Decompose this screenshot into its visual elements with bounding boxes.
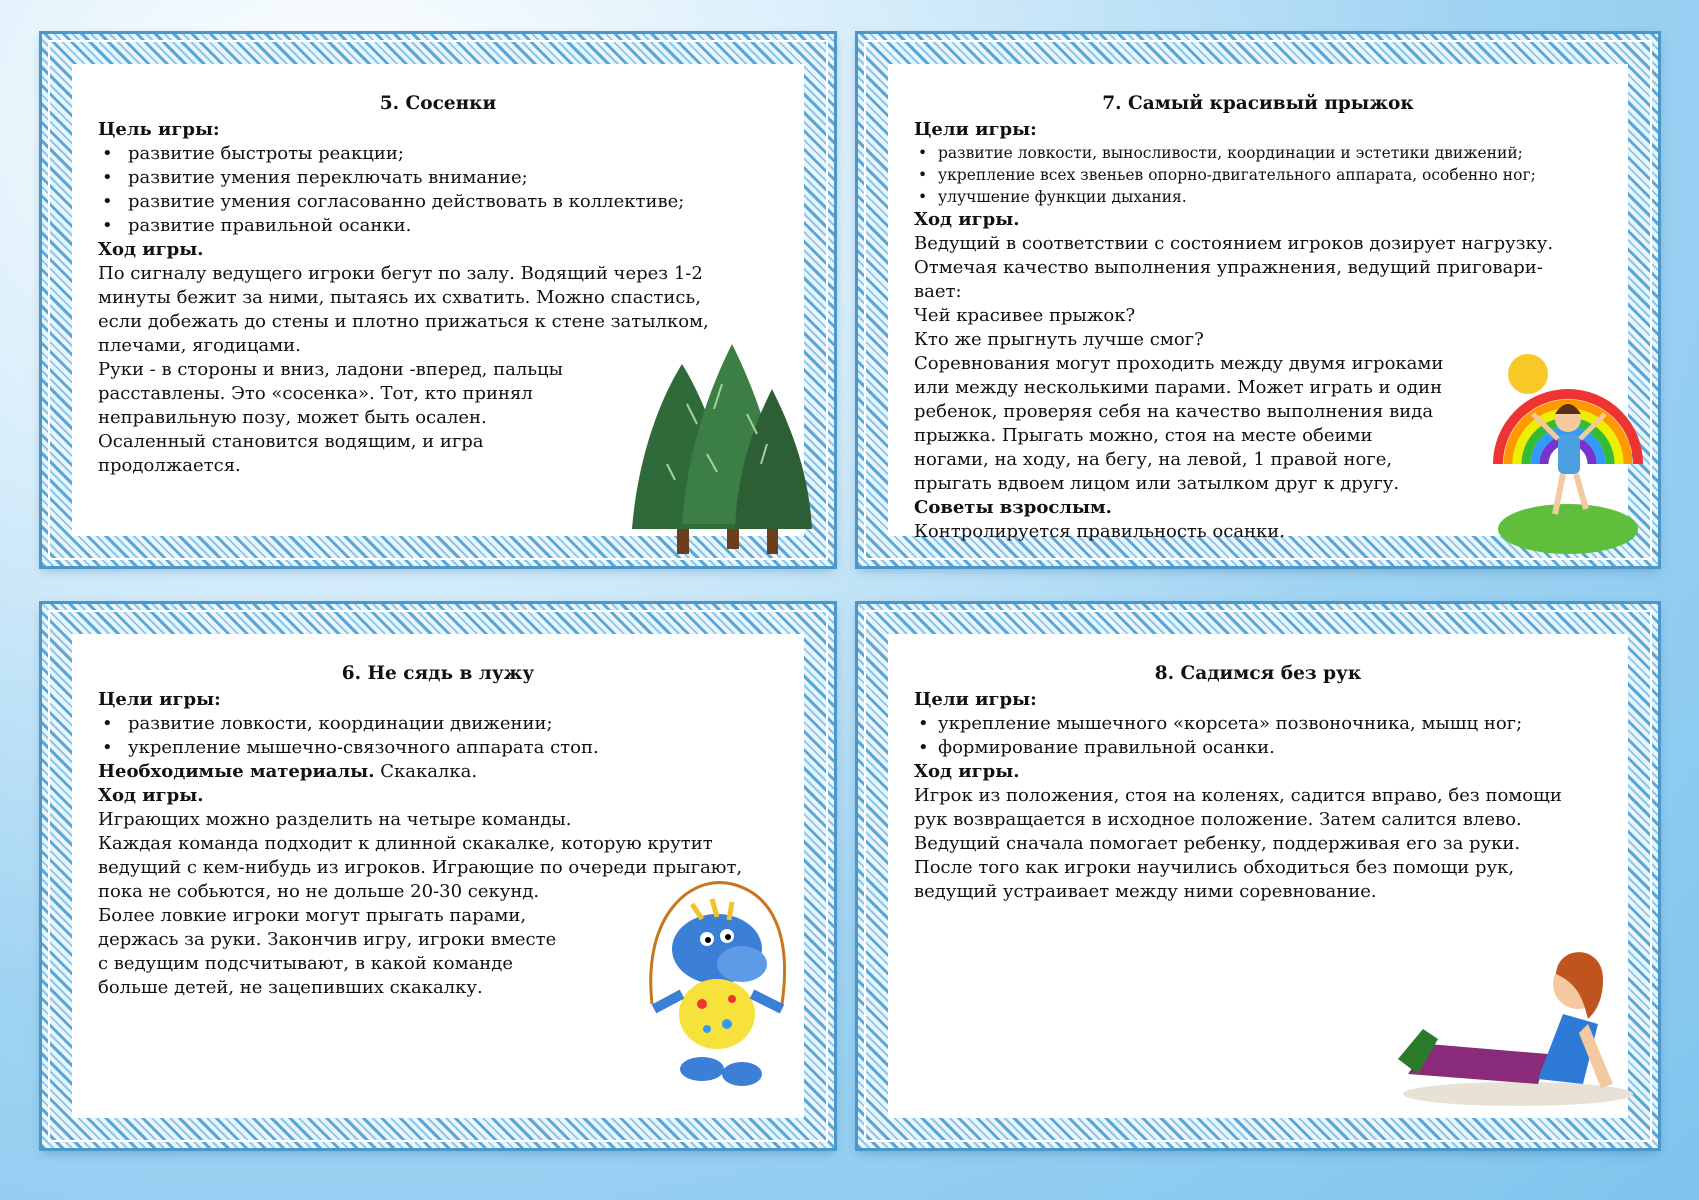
card-6-progress-label: Ход игры. xyxy=(98,785,204,806)
card-6-materials-label: Необходимые материалы. xyxy=(98,761,375,782)
text-line: Игрок из положения, стоя на коленях, садится вправо, без помощи xyxy=(914,785,1562,806)
text-line: Кто же прыгнуть лучше смог? xyxy=(914,329,1204,350)
sitting-girl-illustration xyxy=(1388,914,1638,1114)
text-line: плечами, ягодицами. xyxy=(98,335,301,356)
hippo-jump-rope-illustration xyxy=(632,874,802,1104)
text-line: рук возвращается в исходное положение. Затем салится влево. xyxy=(914,809,1522,830)
list-item: • укрепление мышечно-связочного аппарата стоп. xyxy=(98,736,778,760)
text-line: Играющих можно разделить на четыре команды. xyxy=(98,809,572,830)
text-line: Руки - в стороны и вниз, ладони -вперед, пальцы xyxy=(98,359,563,380)
list-item: • укрепление мышечного «корсета» позвоночника, мышц ног; xyxy=(914,712,1602,736)
pine-trees-illustration xyxy=(627,344,817,559)
text-line: если добежать до стены и плотно прижаться к стене затылком, xyxy=(98,311,709,332)
text-line: Чей красивее прыжок? xyxy=(914,305,1136,326)
text-line: держась за руки. Закончив игру, игроки вместе xyxy=(98,929,557,950)
text-line: Соревнования могут проходить между двумя игроками xyxy=(914,353,1444,374)
card-7-title: 7. Самый красивый прыжок xyxy=(1102,93,1414,114)
text-line: расставлены. Это «сосенка». Тот, кто принял xyxy=(98,383,533,404)
list-item: • развитие умения переключать внимание; xyxy=(98,166,778,190)
text-line: прыжка. Прыгать можно, стоя на месте обеими xyxy=(914,425,1373,446)
text-line: Ведущий сначала помогает ребенку, поддерживая его за руки. xyxy=(914,833,1521,854)
card-8-sit-without-hands xyxy=(858,604,1658,1148)
card-8-goals-list xyxy=(914,712,1602,760)
list-item: • развитие ловкости, координации движении; xyxy=(98,712,778,736)
list-item: • развитие быстроты реакции; xyxy=(98,142,778,166)
text-line: ногами, на ходу, на бегу, на левой, 1 правой ноге, xyxy=(914,449,1393,470)
text-line: ребенок, проверяя себя на качество выполнения вида xyxy=(914,401,1434,422)
card-7-progress-label: Ход игры. xyxy=(914,209,1020,230)
text-line: Отмечая качество выполнения упражнения, ведущий приговари- xyxy=(914,257,1543,278)
list-item: • развитие правильной осанки. xyxy=(98,214,778,238)
list-item: • формирование правильной осанки. xyxy=(914,736,1602,760)
text-line: минуты бежит за ними, пытаясь их схватить. Можно спастись, xyxy=(98,287,701,308)
text-line: По сигналу ведущего игроки бегут по залу. Водящий через 1-2 xyxy=(98,263,703,284)
card-6-materials xyxy=(98,760,778,784)
text-line: После того как игроки научились обходиться без помощи рук, xyxy=(914,857,1515,878)
text-line: вает: xyxy=(914,281,962,302)
text-line: пока не собьются, но не дольше 20-30 секунд. xyxy=(98,881,540,902)
text-line: Более ловкие игроки могут прыгать парами, xyxy=(98,905,527,926)
list-item: • развитие ловкости, выносливости, координации и эстетики движений; xyxy=(914,142,1602,164)
card-7-advice-label: Советы взрослым. xyxy=(914,497,1112,518)
card-7-beautiful-jump xyxy=(858,34,1658,566)
card-7-advice: Контролируется правильность осанки. xyxy=(914,521,1286,542)
text-line: Осаленный становится водящим, и игра xyxy=(98,431,484,452)
text-line: ведущий с кем-нибудь из игроков. Играющие по очереди прыгают, xyxy=(98,857,743,878)
card-7-goals-list xyxy=(914,142,1602,208)
text-line: или между несколькими парами. Может играть и один xyxy=(914,377,1443,398)
card-6-dont-sit-in-puddle xyxy=(42,604,834,1148)
card-5-goals-label: Цель игры: xyxy=(98,119,220,140)
rainbow-jumping-girl-illustration xyxy=(1488,344,1648,564)
card-5-progress-label: Ход игры. xyxy=(98,239,204,260)
text-line: прыгать вдвоем лицом или затылком друг к другу. xyxy=(914,473,1400,494)
text-line: Каждая команда подходит к длинной скакалке, которую крутит xyxy=(98,833,713,854)
list-item: • развитие умения согласованно действовать в коллективе; xyxy=(98,190,778,214)
card-5-pine-trees xyxy=(42,34,834,566)
text-line: продолжается. xyxy=(98,455,241,476)
text-line: больше детей, не зацепивших скакалку. xyxy=(98,977,483,998)
card-8-progress-label: Ход игры. xyxy=(914,761,1020,782)
card-6-title: 6. Не сядь в лужу xyxy=(341,663,535,684)
card-6-goals-list xyxy=(98,712,778,760)
card-5-goals-list xyxy=(98,142,778,238)
card-6-goals-label: Цели игры: xyxy=(98,689,221,710)
card-5-title: 5. Сосенки xyxy=(379,93,497,114)
list-item: • укрепление всех звеньев опорно-двигательного аппарата, особенно ног; xyxy=(914,164,1602,186)
list-item: • улучшение функции дыхания. xyxy=(914,186,1602,208)
card-8-title: 8. Садимся без рук xyxy=(1154,663,1362,684)
text-line: Ведущий в соответствии с состоянием игроков дозирует нагрузку. xyxy=(914,233,1554,254)
text-line: неправильную позу, может быть осален. xyxy=(98,407,487,428)
card-7-goals-label: Цели игры: xyxy=(914,119,1037,140)
text-line: ведущий устраивает между ними соревнование. xyxy=(914,881,1377,902)
text-line: с ведущим подсчитывают, в какой команде xyxy=(98,953,514,974)
card-6-materials-value: Скакалка. xyxy=(374,761,478,782)
card-8-goals-label: Цели игры: xyxy=(914,689,1037,710)
